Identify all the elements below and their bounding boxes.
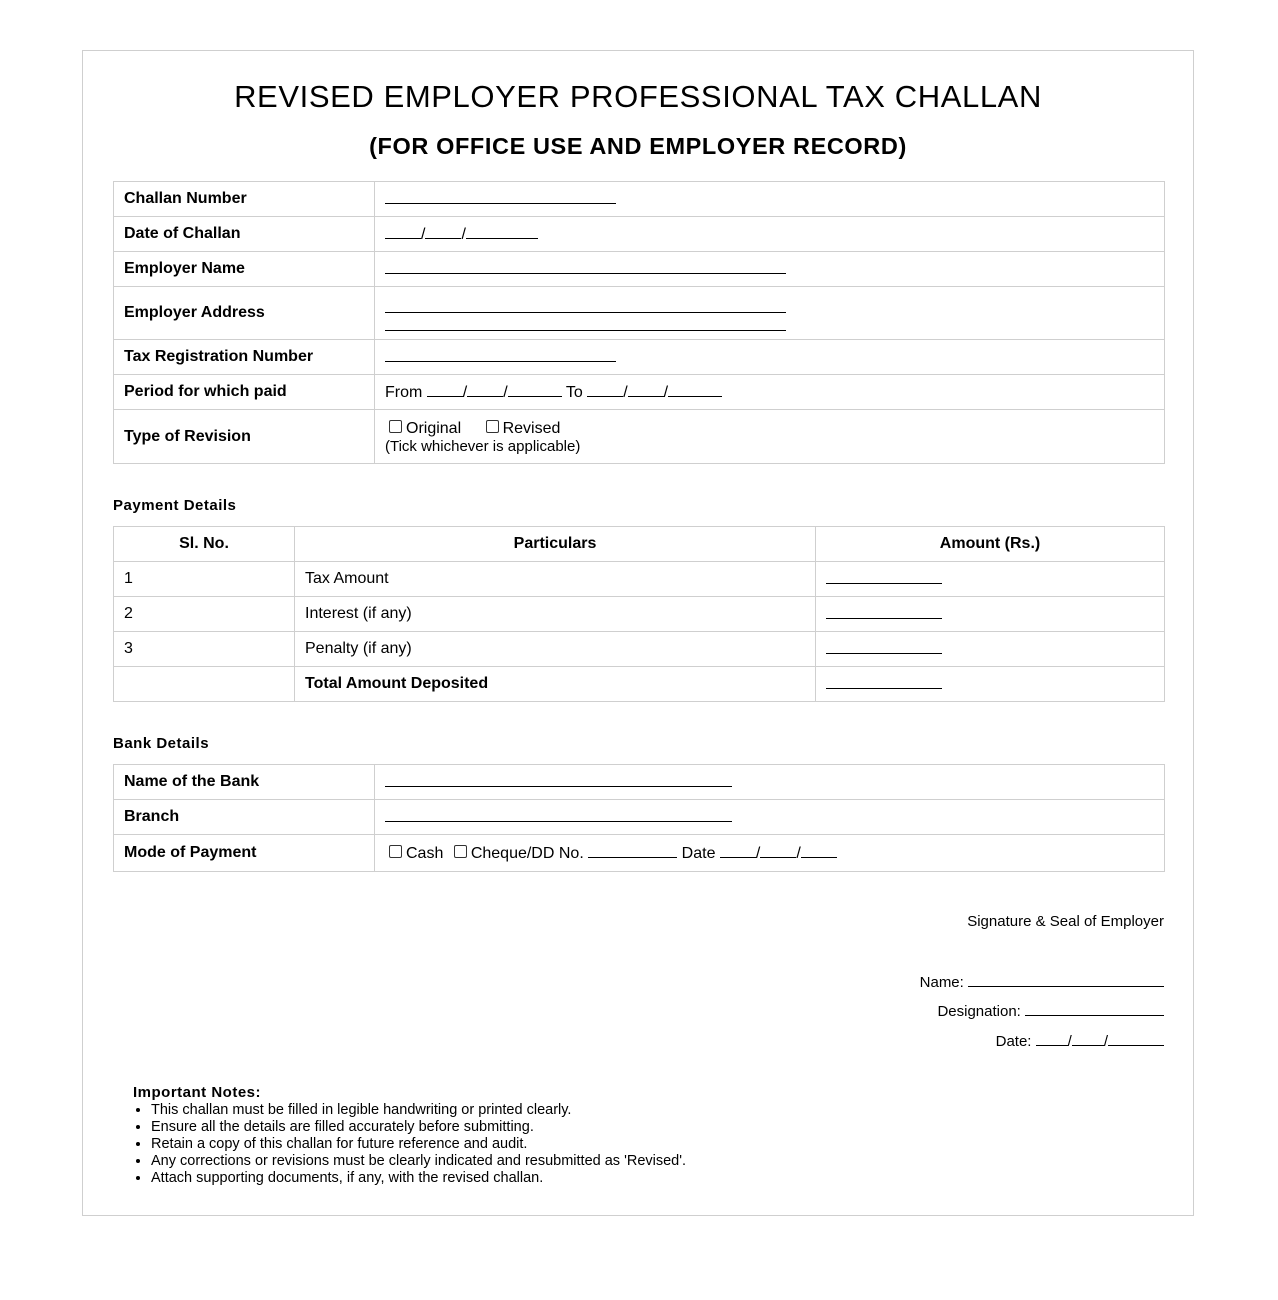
particular-cell: Penalty (if any) [295, 632, 816, 667]
date-of-challan-label: Date of Challan [114, 217, 375, 252]
cash-option-label: Cash [406, 845, 444, 862]
cash-checkbox[interactable] [389, 845, 402, 858]
bank-name-field[interactable] [375, 765, 1165, 800]
total-amount-field[interactable] [816, 667, 1165, 702]
employer-name-row [114, 252, 1165, 287]
signature-designation-label: Designation: [937, 1003, 1021, 1020]
signature-designation-field[interactable] [1025, 1001, 1164, 1016]
revised-option-label: Revised [502, 419, 561, 437]
period-to-label: To [565, 384, 583, 401]
tax-registration-label: Tax Registration Number [114, 340, 375, 375]
signature-name-label: Name: [919, 974, 964, 991]
employer-address-field[interactable] [375, 287, 1165, 340]
tax-registration-field[interactable] [375, 340, 1165, 375]
form-subtitle: (FOR OFFICE USE AND EMPLOYER RECORD) [369, 133, 907, 159]
payment-date-label: Date [681, 845, 716, 862]
empty-cell [114, 667, 295, 702]
challan-form [82, 50, 1194, 1216]
note-item: • Ensure all the details are filled accurately before submitting. [151, 1119, 686, 1136]
payment-row [114, 632, 1165, 667]
particular-cell: Tax Amount [295, 562, 816, 597]
blank-line [385, 189, 616, 204]
note-item: • This challan must be filled in legible handwriting or printed clearly. [151, 1102, 686, 1119]
amount-field[interactable] [816, 562, 1165, 597]
total-label: Total Amount Deposited [295, 667, 816, 702]
bank-details-table [113, 764, 1165, 872]
amount-header: Amount (Rs.) [816, 527, 1165, 562]
amount-field[interactable] [816, 632, 1165, 667]
notes-list [133, 1102, 686, 1187]
tax-registration-row [114, 340, 1165, 375]
revised-checkbox[interactable] [486, 420, 499, 433]
branch-row [114, 800, 1165, 835]
cheque-option-label: Cheque/DD No. [470, 845, 584, 862]
payment-header-row [114, 527, 1165, 562]
period-row [114, 375, 1165, 410]
particulars-header: Particulars [295, 527, 816, 562]
note-item: • Attach supporting documents, if any, with the revised challan. [151, 1170, 686, 1187]
date-of-challan-field[interactable]: / / [375, 217, 1165, 252]
employer-name-label: Employer Name [114, 252, 375, 287]
important-notes [133, 1084, 686, 1187]
sl-no-cell: 1 [114, 562, 295, 597]
signature-caption: Signature & Seal of Employer [967, 913, 1164, 930]
challan-info-table [113, 181, 1165, 464]
revision-hint: (Tick whichever is applicable) [385, 437, 581, 455]
sl-no-cell: 3 [114, 632, 295, 667]
employer-address-label: Employer Address [114, 287, 375, 340]
note-item: • Retain a copy of this challan for future reference and audit. [151, 1136, 686, 1153]
branch-label: Branch [114, 800, 375, 835]
particular-cell: Interest (if any) [295, 597, 816, 632]
original-checkbox[interactable] [389, 420, 402, 433]
signature-name-row [920, 972, 1164, 991]
signature-date-row: Date: / / [996, 1031, 1164, 1050]
cheque-number-field[interactable] [588, 843, 677, 858]
challan-number-field[interactable] [375, 182, 1165, 217]
payment-details-title: Payment Details [113, 497, 237, 514]
branch-field[interactable] [375, 800, 1165, 835]
type-of-revision-label: Type of Revision [114, 410, 375, 464]
employer-name-field[interactable] [375, 252, 1165, 287]
bank-details-title: Bank Details [113, 735, 210, 752]
bank-name-row [114, 765, 1165, 800]
type-of-revision-row [114, 410, 1165, 464]
challan-number-label: Challan Number [114, 182, 375, 217]
mode-of-payment-field: Cash Cheque/DD No. Date / / [375, 835, 1165, 872]
mode-of-payment-label: Mode of Payment [114, 835, 375, 872]
employer-address-row [114, 287, 1165, 340]
mode-of-payment-row [114, 835, 1165, 872]
date-of-challan-row [114, 217, 1165, 252]
sl-no-header: Sl. No. [114, 527, 295, 562]
signature-date-label: Date: [995, 1033, 1032, 1050]
payment-details-table [113, 526, 1165, 702]
signature-name-field[interactable] [968, 972, 1164, 987]
payment-row [114, 597, 1165, 632]
cheque-checkbox[interactable] [454, 845, 467, 858]
original-option-label: Original [406, 419, 462, 437]
note-item: • Any corrections or revisions must be clearly indicated and resubmitted as 'Revised'. [151, 1153, 686, 1170]
notes-title: Important Notes: [133, 1084, 261, 1101]
payment-row [114, 562, 1165, 597]
amount-field[interactable] [816, 597, 1165, 632]
challan-number-row [114, 182, 1165, 217]
period-field[interactable]: From / / To / / [375, 375, 1165, 410]
period-label: Period for which paid [114, 375, 375, 410]
signature-designation-row [937, 1001, 1164, 1020]
sl-no-cell: 2 [114, 597, 295, 632]
period-from-label: From [385, 384, 423, 401]
bank-name-label: Name of the Bank [114, 765, 375, 800]
type-of-revision-field [375, 410, 1165, 464]
total-row [114, 667, 1165, 702]
form-title: REVISED EMPLOYER PROFESSIONAL TAX CHALLAN [234, 79, 1042, 114]
